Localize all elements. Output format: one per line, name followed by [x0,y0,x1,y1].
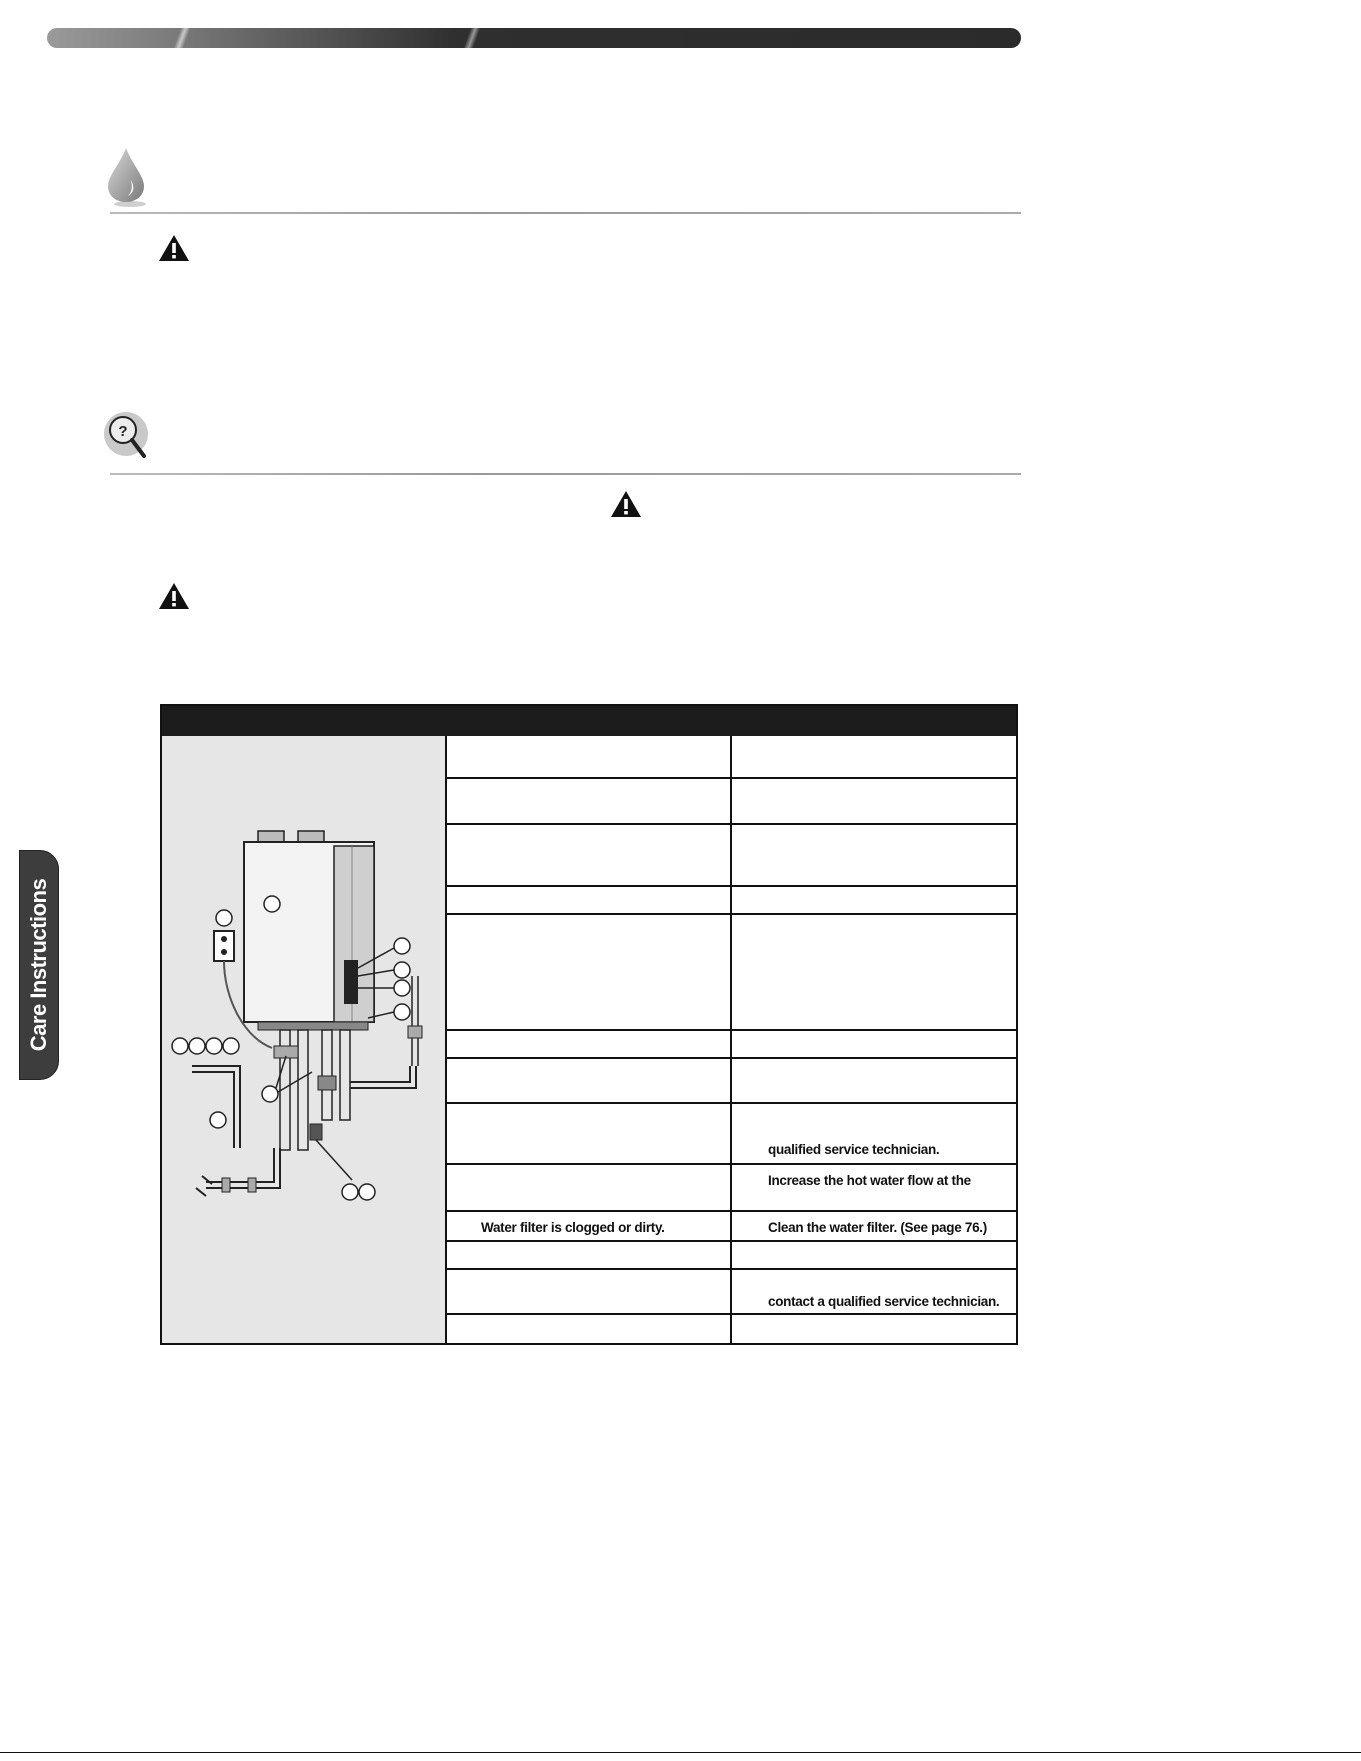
section-rule [110,212,1021,214]
solution-cell: qualified service technician. [768,1142,940,1157]
solution-cell [734,887,1016,913]
table-row [447,1104,1016,1165]
side-tab[interactable] [19,850,59,1080]
cause-cell [447,1242,732,1268]
warning-triangle-icon [610,490,642,518]
side-tab-label: Care Instructions [26,878,51,1052]
table-row [447,1212,1016,1242]
cause-cell [447,1031,732,1057]
warning-triangle-icon [158,234,190,262]
solution-cell [734,1031,1016,1057]
solution-cell [734,1059,1016,1102]
cause-cell: Water filter is clogged or dirty. [447,1212,732,1240]
solution-cell [734,736,1016,777]
water-drop-icon [104,146,150,208]
table-row [447,887,1016,915]
solution-cell [734,779,1016,823]
cause-cell [447,1165,732,1210]
table-row [447,1059,1016,1104]
table-row [447,736,1016,779]
cause-cell [447,1270,732,1313]
solution-cell [734,1242,1016,1268]
water-heater-diagram [162,736,447,1343]
cause-cell [447,1104,732,1163]
table-row [447,1165,1016,1212]
svg-text:?: ? [118,423,128,440]
table-row [447,825,1016,887]
table-row [447,1315,1016,1343]
cause-cell [447,736,732,777]
table-header [162,706,1016,736]
section-rule [110,473,1021,475]
solution-cell: contact a qualified service technician. [768,1294,1000,1309]
cause-cell [447,915,732,1029]
cause-cell [447,887,732,913]
warning-triangle-icon [158,582,190,610]
table-row [447,1242,1016,1270]
question-magnifier-icon [102,410,154,462]
solution-cell [734,825,1016,885]
troubleshooting-table [160,704,1018,1345]
header-streak [137,28,227,48]
header-band [47,28,1021,48]
table-row [447,915,1016,1031]
header-streak [427,28,517,48]
footer-rule [0,1752,1361,1753]
table-row [447,779,1016,825]
cause-cell [447,1059,732,1102]
solution-cell: Clean the water filter. (See page 76.) [768,1220,987,1235]
solution-cell [734,915,1016,1029]
solution-cell: Increase the hot water flow at the [768,1173,971,1188]
cause-cell [447,1315,732,1343]
cause-cell [447,779,732,823]
solution-cell [734,1315,1016,1343]
cause-cell [447,825,732,885]
table-row [447,1270,1016,1315]
table-row [447,1031,1016,1059]
